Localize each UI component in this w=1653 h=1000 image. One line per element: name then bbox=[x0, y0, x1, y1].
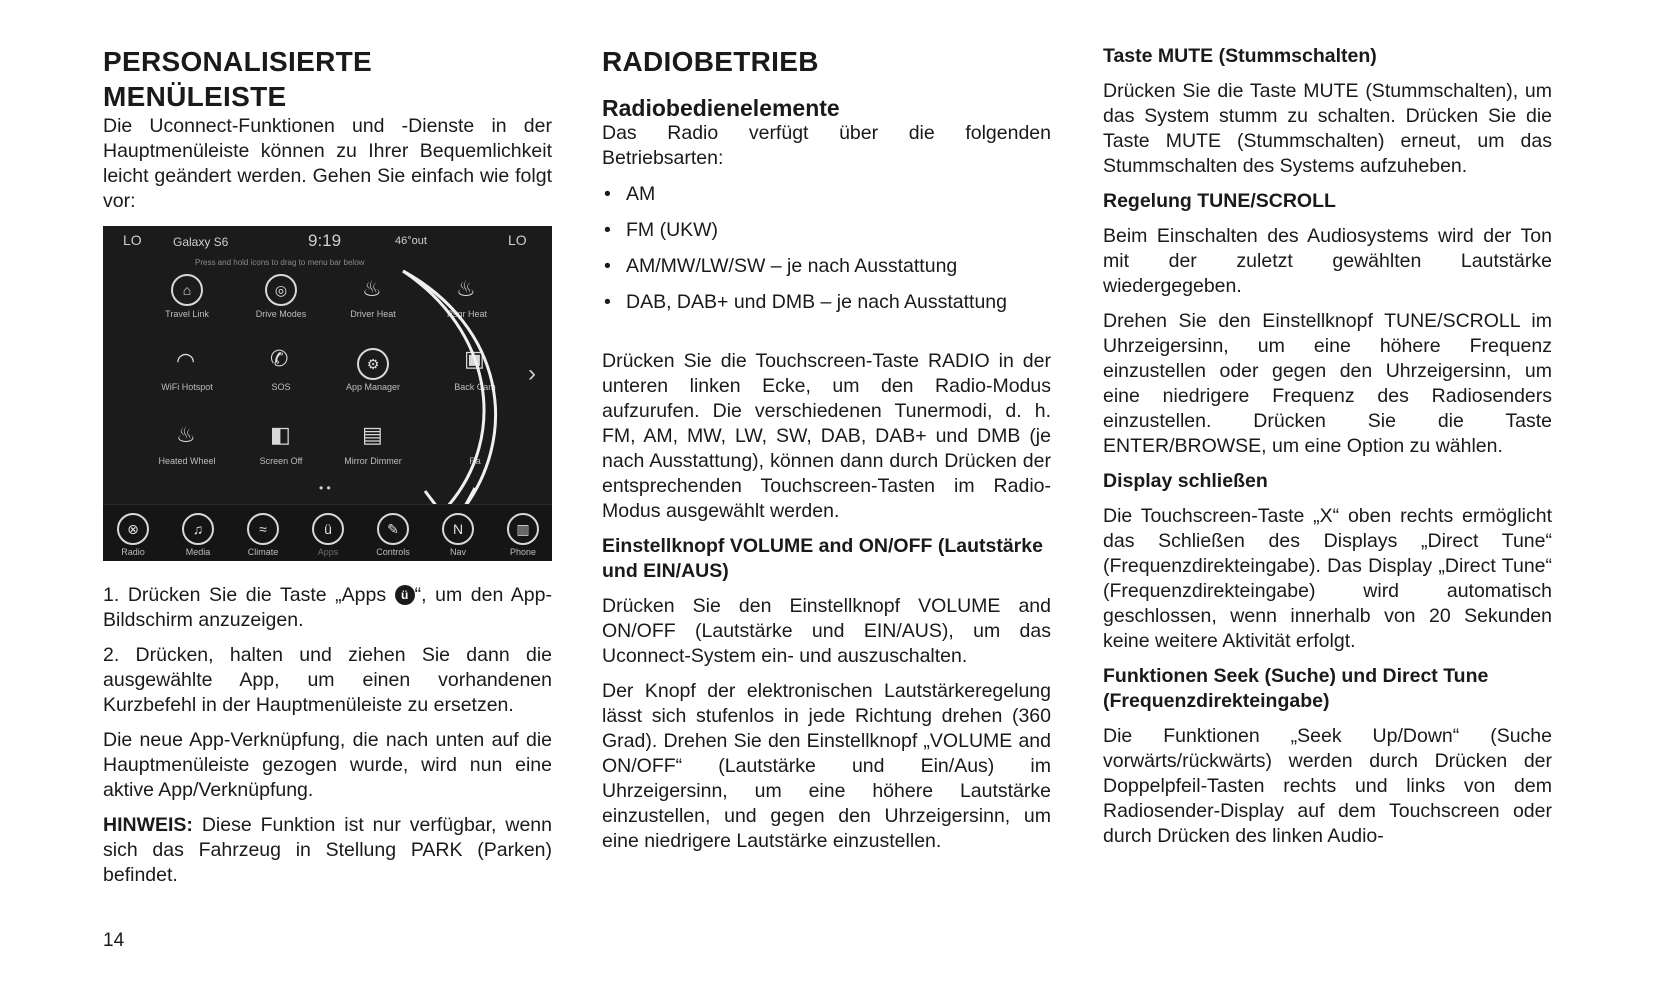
drag-hint: Press and hold icons to drag to menu bar below bbox=[195, 258, 365, 267]
column-personalized-menu bbox=[103, 44, 552, 898]
intro-paragraph: Die Uconnect-Funktionen und -Dienste in der Hauptmenüleiste können zu Ihrer Bequemlichkeit leicht geändert werden. Gehen Sie einfach wie folgt vor: bbox=[103, 115, 552, 212]
volume-knob-heading: Einstellknopf VOLUME and ON/OFF (Lautstärke und EIN/AUS) bbox=[602, 535, 1043, 582]
note-paragraph bbox=[103, 813, 552, 888]
volume-knob-paragraph-2: Der Knopf der elektronischen Lautstärkeregelung lässt sich stufenlos in jede Richtung drehen (360 Grad). Drehen Sie den Einstellknopf „VOLUME and ON/OFF“ (Lautstärke und Ein/Aus) im Uhrzeigersinn, um eine höhere Lautstärke einzustellen, und gegen den Uhrzeigersinn, um eine niedrigere Lautstärke einzustellen. bbox=[602, 680, 1051, 852]
screen-off-icon[interactable]: ◧ bbox=[270, 422, 291, 447]
list-item: • AM/MW/LW/SW – je nach Ausstattung bbox=[602, 254, 1051, 279]
app-label: Travel Link bbox=[165, 309, 209, 319]
step-1-text-after: “, um den App-Bildschirm anzuzeigen. bbox=[103, 584, 552, 631]
app-label: Screen Off bbox=[259, 456, 303, 466]
controls-icon[interactable]: ✎ bbox=[377, 513, 409, 545]
driver-heat-icon[interactable]: ♨ bbox=[362, 276, 382, 301]
mirror-dimmer-icon[interactable]: ▤ bbox=[362, 422, 383, 447]
app-label: WiFi Hotspot bbox=[161, 382, 213, 392]
climate-icon[interactable]: ≈ bbox=[247, 513, 279, 545]
app-label: Heated Wheel bbox=[158, 456, 216, 466]
page-number: 14 bbox=[103, 930, 125, 951]
volume-knob-paragraph-1: Drücken Sie den Einstellknopf VOLUME and ON/OFF (Lautstärke und EIN/AUS), um das Uconnect-System ein- und auszuschalten. bbox=[602, 595, 1051, 667]
list-item: • DAB, DAB+ und DMB – je nach Ausstattung bbox=[602, 290, 1051, 315]
radio-modes-list bbox=[602, 182, 1051, 315]
app-label: SOS bbox=[271, 382, 291, 392]
status-right: LO bbox=[508, 232, 527, 248]
page-dots: • • bbox=[319, 481, 331, 495]
note-text: Diese Funktion ist nur verfügbar, wenn sich das Fahrzeug in Stellung PARK (Parken) befindet. bbox=[103, 814, 552, 886]
app-label: Driver Heat bbox=[350, 309, 396, 319]
dock-label: Media bbox=[185, 547, 211, 557]
dock-label: Apps bbox=[317, 547, 339, 557]
app-label: Ra bbox=[469, 456, 481, 466]
seek-paragraph: Die Funktionen „Seek Up/Down“ (Suche vorwärts/rückwärts) werden durch Drücken der Doppelpfeil-Tasten rechts und links von dem Radiosender-Display auf dem Touchscreen oder durch Drücken des linken Audio- bbox=[1103, 725, 1552, 847]
radio-modes-intro: Das Radio verfügt über die folgenden Betriebsarten: bbox=[602, 122, 1051, 169]
back-cam-icon[interactable]: ▣ bbox=[464, 346, 485, 371]
psgr-heat-icon[interactable]: ♨ bbox=[456, 276, 476, 301]
tune-scroll-heading: Regelung TUNE/SCROLL bbox=[1103, 190, 1336, 212]
radio-mode-paragraph: Drücken Sie die Touchscreen-Taste RADIO in der unteren linken Ecke, um den Radio-Modus aufzurufen. Die verschiedenen Tunermodi, d. h. FM, AM, MW, LW, SW, DAB, DAB+ und DMB (je nach Ausstattung), können dann durch Drücken der entsprechenden Touchscreen-Tasten im Radio-Modus ausgewählt werden. bbox=[602, 350, 1051, 522]
note-label: HINWEIS: bbox=[103, 814, 193, 836]
dock-label: Controls bbox=[376, 547, 410, 557]
mute-heading: Taste MUTE (Stummschalten) bbox=[1103, 45, 1377, 67]
seek-direct-tune-heading: Funktionen Seek (Suche) und Direct Tune (Frequenzdirekteingabe) bbox=[1103, 665, 1489, 712]
clock: 9:19 bbox=[308, 231, 342, 250]
main-menu-bar bbox=[103, 504, 552, 561]
mute-paragraph: Drücken Sie die Taste MUTE (Stummschalten), um das System stumm zu schalten. Drücken Sie die Taste MUTE (Stummschalten) erneut, um das Stummschalten des Systems aufzuheben. bbox=[1103, 80, 1552, 177]
phone-name: Galaxy S6 bbox=[173, 235, 229, 249]
list-item: • FM (UKW) bbox=[602, 218, 1051, 243]
heading-personalized-menu: PERSONALISIERTE MENÜLEISTE bbox=[103, 46, 372, 112]
outside-temp: 46°out bbox=[395, 235, 427, 247]
step-2: 2. Drücken, halten und ziehen Sie dann die ausgewählte App, um einen vorhandenen Kurzbefehl in der Hauptmenüleiste zu ersetzen. bbox=[103, 644, 552, 716]
phone-icon[interactable]: ▥ bbox=[507, 513, 539, 545]
tune-paragraph-2: Drehen Sie den Einstellknopf TUNE/SCROLL im Uhrzeigersinn, um eine höhere Frequenz einzustellen oder gegen den Uhrzeigersinn, um eine niedrigere Frequenz des Radiosenders einzustellen. Drücken Sie die Taste ENTER/BROWSE, um eine Option zu wählen. bbox=[1103, 310, 1552, 457]
app-label: Back Cam bbox=[454, 382, 496, 392]
close-display-paragraph: Die Touchscreen-Taste „X“ oben rechts ermöglicht das Schließen des Displays „Direct Tune“ (Frequenzdirekteingabe). Das Display „Direct Tune“ (Frequenzdirekteingabe) wird automatisch geschlossen, wenn innerhalb von 20 Sekunden keine weitere Aktivität erfolgt. bbox=[1103, 505, 1552, 652]
heading-radio-operation: RADIOBETRIEB bbox=[602, 46, 819, 77]
next-page-chevron-icon[interactable]: › bbox=[528, 360, 536, 387]
close-display-heading: Display schließen bbox=[1103, 470, 1268, 492]
step-1-text-before: 1. Drücken Sie die Taste „Apps bbox=[103, 584, 395, 606]
nav-icon[interactable]: N bbox=[442, 513, 474, 545]
column-radio-operation bbox=[602, 44, 1051, 864]
apps-button-icon: ü bbox=[395, 585, 415, 605]
tune-paragraph-1: Beim Einschalten des Audiosystems wird der Ton mit der zuletzt gewählten Lautstärke wiedergegeben. bbox=[1103, 225, 1552, 297]
dock-label: Phone bbox=[509, 547, 537, 557]
column-radio-functions bbox=[1103, 44, 1552, 859]
step-1 bbox=[103, 583, 552, 633]
subheading-radio-controls: Radiobedienelemente bbox=[602, 95, 840, 121]
heated-wheel-icon[interactable]: ♨ bbox=[176, 422, 196, 447]
travel-link-icon[interactable]: ⌂ bbox=[171, 274, 203, 306]
app-label: Psgr Heat bbox=[446, 309, 488, 319]
apps-icon[interactable]: ü bbox=[312, 513, 344, 545]
dock-label: Radio bbox=[121, 547, 145, 557]
app-manager-icon[interactable]: ⚙ bbox=[357, 348, 389, 380]
dock-label: Climate bbox=[247, 547, 279, 557]
drive-modes-icon[interactable]: ◎ bbox=[265, 274, 297, 306]
dock-label: Nav bbox=[449, 547, 466, 557]
radio-icon[interactable]: ⊗ bbox=[117, 513, 149, 545]
status-left: LO bbox=[123, 232, 142, 248]
app-label: Drive Modes bbox=[255, 309, 307, 319]
wifi-hotspot-icon[interactable]: ◠ bbox=[176, 348, 196, 373]
app-label: App Manager bbox=[345, 382, 401, 392]
media-icon[interactable]: ♫ bbox=[182, 513, 214, 545]
sos-phone-icon[interactable]: ✆ bbox=[270, 346, 289, 371]
uconnect-screen-figure bbox=[103, 226, 552, 561]
new-shortcut-paragraph: Die neue App-Verknüpfung, die nach unten auf die Hauptmenüleiste gezogen wurde, wird nun eine aktive App/Verknüpfung. bbox=[103, 729, 552, 801]
app-label: Mirror Dimmer bbox=[344, 456, 402, 466]
list-item: • AM bbox=[602, 182, 1051, 207]
